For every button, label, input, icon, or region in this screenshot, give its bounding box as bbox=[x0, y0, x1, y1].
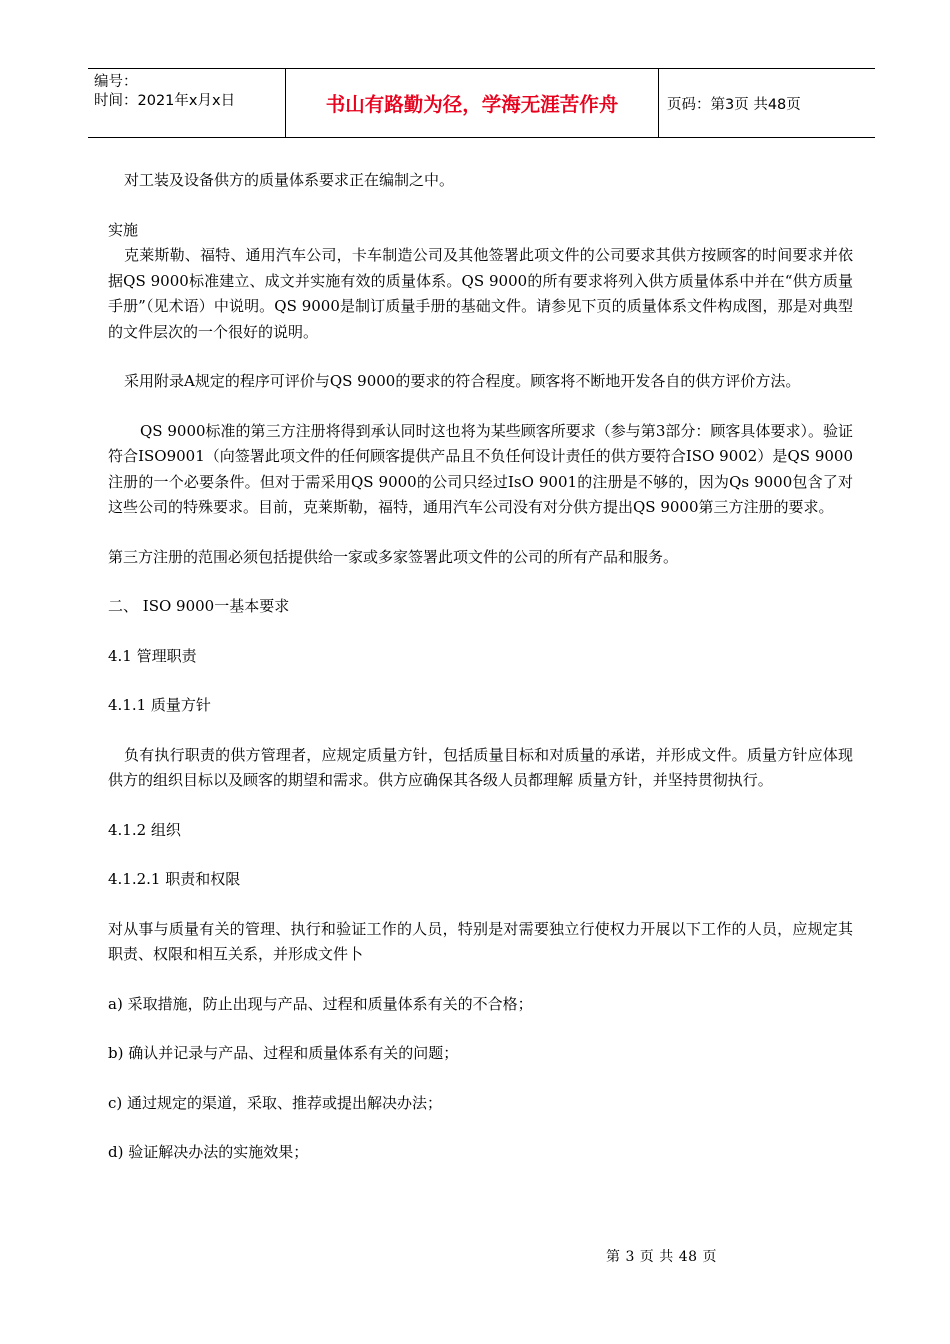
heading-4-1: 4.1 管理职责 bbox=[108, 646, 197, 665]
heading-implementation: 实施 bbox=[108, 220, 139, 239]
list-item-b: b) 确认并记录与产品、过程和质量体系有关的问题； bbox=[108, 1044, 459, 1062]
paragraph-responsibility: 对从事与质量有关的管理、执行和验证工作的人员，特别是对需要独立行使权力开展以下工作的人员，应规定其职责、权限和相互关系，并形成文件卜 bbox=[108, 919, 853, 963]
paragraph-quality-policy: 负有执行职责的供方管理者，应规定质量方针，包括质量目标和对质量的承诺，并形成文件。质量方针应体现供方的组织目标以及顾客的期望和需求。供方应确保其各级人员都理解 质量方针，并坚持贯彻执行。 bbox=[108, 745, 853, 789]
list-item-a: a) 采取措施，防止出现与产品、过程和质量体系有关的不合格； bbox=[108, 994, 533, 1013]
header-meta bbox=[88, 69, 286, 137]
paragraph-implementation: 克莱斯勒、福特、通用汽车公司，卡车制造公司及其他签署此项文件的公司要求其供方按顾客的时间要求并依据QS 9000标准建立、成文并实施有效的质量体系。QS 9000的所有要求将列入供方质量体系中并在“供方质量手册”（见术语）中说明。QS 9000是制订质量手册的基础文件。请参见下页的质量体系文件构成图，那是对典型的文件层次的一个很好的说明。 bbox=[108, 246, 853, 341]
paragraph-registration-scope: 第三方注册的范围必须包括提供给一家或多家签署此项文件的公司的所有产品和服务。 bbox=[108, 547, 679, 566]
section-heading-iso9000: 二、 ISO 9000一基本要求 bbox=[108, 597, 290, 615]
heading-4-1-2: 4.1.2 组织 bbox=[108, 820, 181, 839]
page-footer: 第 3 页 共 48 页 bbox=[606, 1249, 717, 1265]
header-motto: 书山有路勤为径，学海无涯苦作舟 bbox=[286, 69, 659, 137]
heading-4-1-1: 4.1.1 质量方针 bbox=[108, 696, 211, 714]
paragraph-evaluation: 采用附录A规定的程序可评价与QS 9000的要求的符合程度。顾客将不断地开发各自的供方评价方法。 bbox=[124, 372, 801, 390]
document-body bbox=[108, 168, 853, 1166]
header-time-label: 时间：2021年x月x日 bbox=[94, 93, 236, 109]
header-number-label: 编号： bbox=[94, 74, 138, 90]
paragraph-intro: 对工装及设备供方的质量体系要求正在编制之中。 bbox=[124, 171, 455, 189]
heading-4-1-2-1: 4.1.2.1 职责和权限 bbox=[108, 870, 241, 888]
list-item-c: c) 通过规定的渠道，采取、推荐或提出解决办法； bbox=[108, 1093, 443, 1112]
page-header bbox=[88, 68, 875, 138]
paragraph-registration: QS 9000标准的第三方注册将得到承认同时这也将为某些顾客所要求（参与第3部分：顾客具体要求）。验证符合ISO9001（向签署此项文件的任何顾客提供产品且不负任何设计责任的供方要符合ISO 9002）是QS 9000注册的一个必要条件。但对于需采用QS 9000的公司只经过IsO 9001的注册是不够的，因为Qs 9000包含了对这些公司的特殊要求。目前，克莱斯勒，福特，通用汽车公司没有对分供方提出QS 9000第三方注册的要求。 bbox=[108, 421, 853, 516]
list-item-d: d) 验证解决办法的实施效果； bbox=[108, 1143, 309, 1161]
header-page-info: 页码：第3页 共48页 bbox=[667, 96, 801, 113]
